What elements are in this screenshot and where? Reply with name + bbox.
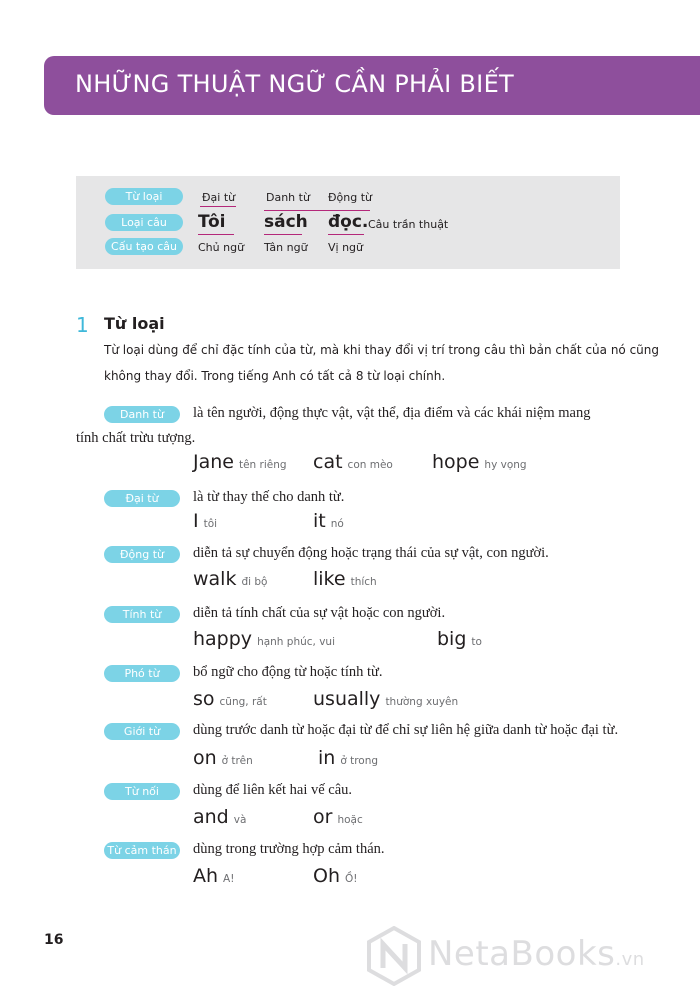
example-meaning: ở trên — [221, 755, 253, 767]
example-meaning: hạnh phúc, vui — [257, 636, 336, 648]
example-meaning: ở trong — [340, 755, 379, 767]
example — [313, 806, 363, 828]
example — [437, 628, 482, 650]
example — [193, 806, 246, 828]
word-class-label: Danh từ — [104, 406, 180, 423]
example-word: hope — [432, 451, 480, 473]
word-class-definition: dùng trước danh từ hoặc đại từ để chỉ sự liên hệ giữa danh từ hoặc đại từ. — [193, 722, 619, 738]
example — [432, 451, 527, 473]
example-word: so — [193, 688, 215, 710]
example — [193, 451, 287, 473]
watermark-logo — [366, 926, 676, 986]
example-meaning: A! — [223, 873, 235, 885]
example-word: Oh — [313, 865, 340, 887]
diagram-underline — [264, 234, 302, 235]
example-word: cat — [313, 451, 343, 473]
word-class-label: Đại từ — [104, 490, 180, 507]
example — [193, 510, 217, 532]
example — [193, 865, 234, 887]
example-meaning: nó — [330, 518, 344, 530]
netabooks-logo-icon — [366, 926, 422, 986]
example-meaning: hy vọng — [484, 459, 527, 471]
diagram-part-subject: Chủ ngữ — [198, 241, 245, 254]
example — [313, 865, 357, 887]
word-class-definition: là từ thay thế cho danh từ. — [193, 489, 345, 505]
sentence-diagram — [76, 176, 620, 269]
example-meaning: cũng, rất — [219, 696, 267, 708]
example — [318, 747, 378, 769]
diagram-part-object: Tân ngữ — [264, 241, 308, 254]
example-word: Ah — [193, 865, 219, 887]
word-class-label: Tính từ — [104, 606, 180, 623]
section-intro-line-1: Từ loại dùng để chỉ đặc tính của từ, mà khi thay đổi vị trí trong câu thì bản chất của nó cũng — [104, 343, 660, 357]
example — [193, 568, 267, 590]
example-meaning: hoặc — [337, 814, 363, 826]
word-class-definition-cont: tính chất trừu tượng. — [76, 430, 196, 446]
example-meaning: con mèo — [347, 459, 393, 471]
page-title: NHỮNG THUẬT NGỮ CẦN PHẢI BIẾT — [75, 70, 514, 98]
example — [313, 451, 393, 473]
word-class-label: Từ nối — [104, 783, 180, 800]
example-meaning: to — [471, 636, 482, 648]
example — [313, 568, 377, 590]
word-class-definition: bổ ngữ cho động từ hoặc tính từ. — [193, 664, 383, 680]
example-word: walk — [193, 568, 237, 590]
logo-name: NetaBooks — [428, 934, 616, 974]
section-intro-line-2: không thay đổi. Trong tiếng Anh có tất cả 8 từ loại chính. — [104, 369, 446, 383]
logo-suffix: .vn — [615, 949, 645, 970]
example — [193, 688, 267, 710]
diagram-underline — [328, 234, 364, 235]
diagram-label-sentence-type: Loại câu — [105, 214, 183, 231]
word-class-definition: diễn tả sự chuyển động hoặc trạng thái của sự vật, con người. — [193, 545, 549, 561]
diagram-connector-line — [200, 206, 236, 207]
diagram-word-object: sách — [264, 212, 308, 232]
example-meaning: thích — [350, 576, 377, 588]
section-title: Từ loại — [104, 314, 165, 333]
title-bar — [44, 56, 700, 115]
example-word: usually — [313, 688, 381, 710]
example-meaning: tôi — [203, 518, 218, 530]
example — [193, 628, 335, 650]
example — [313, 510, 344, 532]
example-word: in — [318, 747, 336, 769]
example-word: or — [313, 806, 333, 828]
example-word: on — [193, 747, 217, 769]
example-word: it — [313, 510, 326, 532]
word-class-definition: diễn tả tính chất của sự vật hoặc con người. — [193, 605, 446, 621]
page-number: 16 — [44, 932, 64, 948]
diagram-sentence-type: Câu trần thuật — [368, 218, 449, 231]
diagram-part-predicate: Vị ngữ — [328, 241, 364, 254]
example-meaning: thường xuyên — [385, 696, 459, 708]
example-word: I — [193, 510, 199, 532]
word-class-label: Từ cảm thán — [104, 842, 180, 859]
example-word: and — [193, 806, 229, 828]
diagram-pos-noun: Danh từ — [266, 191, 310, 204]
diagram-connector-line — [264, 210, 370, 211]
example-word: like — [313, 568, 346, 590]
diagram-pos-pronoun: Đại từ — [202, 191, 236, 204]
diagram-word-verb: đọc. — [328, 212, 369, 232]
example-meaning: tên riêng — [238, 459, 287, 471]
diagram-underline — [198, 234, 234, 235]
example-meaning: đi bộ — [241, 576, 268, 588]
word-class-label: Phó từ — [104, 665, 180, 682]
diagram-pos-verb: Động từ — [328, 191, 372, 204]
example-meaning: Ồ! — [345, 873, 358, 885]
example — [313, 688, 458, 710]
logo-text — [428, 934, 645, 974]
example-word: Jane — [193, 451, 234, 473]
example-word: big — [437, 628, 467, 650]
word-class-label: Giới từ — [104, 723, 180, 740]
example — [193, 747, 253, 769]
word-class-definition: là tên người, động thực vật, vật thể, địa điểm và các khái niệm mang — [193, 405, 591, 421]
section-number: 1 — [76, 313, 89, 337]
diagram-label-word-class: Từ loại — [105, 188, 183, 205]
word-class-label: Động từ — [104, 546, 180, 563]
diagram-word-subject: Tôi — [198, 212, 226, 232]
example-meaning: và — [233, 814, 247, 826]
example-word: happy — [193, 628, 253, 650]
diagram-label-structure: Cấu tạo câu — [105, 238, 183, 255]
word-class-definition: dùng trong trường hợp cảm thán. — [193, 841, 385, 857]
word-class-definition: dùng để liên kết hai vế câu. — [193, 782, 353, 798]
